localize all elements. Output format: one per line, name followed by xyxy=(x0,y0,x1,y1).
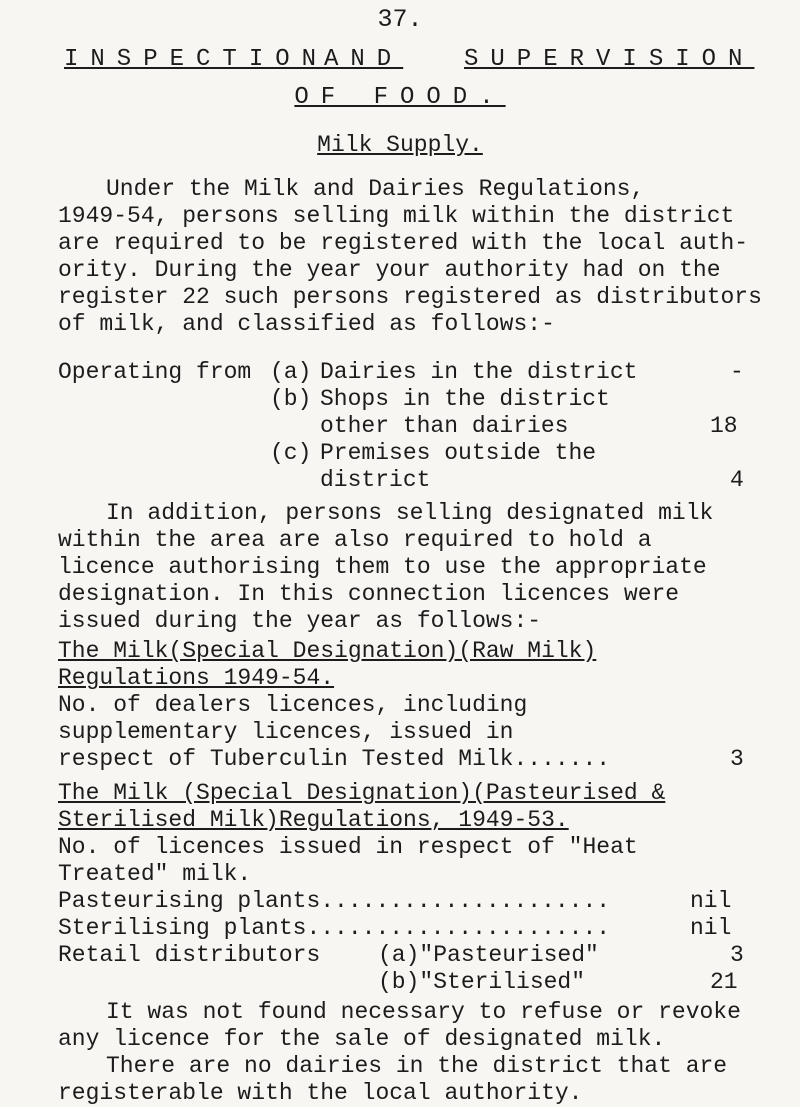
item-text: Dairies in the district xyxy=(320,359,638,385)
item-text: district xyxy=(320,467,431,493)
retail-value: 3 xyxy=(730,942,744,968)
text-line: supplementary licences, issued in xyxy=(58,719,514,745)
item-value: 4 xyxy=(730,467,744,493)
item-text: other than dairies xyxy=(320,413,569,439)
paragraph-registration xyxy=(58,176,762,338)
text-line: 1949-54, persons selling milk within the district xyxy=(58,203,735,229)
text-line: registerable with the local authority. xyxy=(58,1080,583,1106)
text-line: ority. During the year your authority had on the xyxy=(58,257,721,283)
text-line: It was not found necessary to refuse or revoke xyxy=(106,999,741,1025)
retail-item: (b)"Sterilised" xyxy=(378,969,586,995)
text-line: No. of licences issued in respect of "Heat xyxy=(58,834,638,860)
item-marker: (a) xyxy=(270,359,312,385)
operating-label: Operating from xyxy=(58,359,252,385)
item-text: Shops in the district xyxy=(320,386,610,412)
text-line: register 22 such persons registered as distributors xyxy=(58,284,762,310)
item-marker: (b) xyxy=(270,386,312,412)
item-value: 18 xyxy=(710,413,738,439)
pasteurising-plants-label: Pasteurising plants..................... xyxy=(58,888,611,914)
pasteurised-heading: The Milk (Special Designation)(Pasteurised & xyxy=(58,780,666,806)
text-line: Treated" milk. xyxy=(58,861,252,887)
text-line: No. of dealers licences, including xyxy=(58,692,528,718)
sterilising-plants-label: Sterilising plants...................... xyxy=(58,915,611,941)
paragraph-dairies xyxy=(58,1053,748,1107)
text-line: any licence for the sale of designated milk. xyxy=(58,1026,666,1052)
paragraph-revoke xyxy=(58,999,748,1053)
sterilising-plants-value: nil xyxy=(690,915,732,941)
item-marker: (c) xyxy=(270,440,312,466)
text-line: within the area are also required to hold a xyxy=(58,527,652,553)
item-text: Premises outside the xyxy=(320,440,597,466)
raw-milk-section xyxy=(58,638,748,773)
raw-milk-value: 3 xyxy=(730,746,744,772)
pasteurised-heading: Sterilised Milk)Regulations, 1949-53. xyxy=(58,807,569,833)
text-line: There are no dairies in the district that are xyxy=(106,1053,728,1079)
text-line: are required to be registered with the local auth- xyxy=(58,230,749,256)
text-line: issued during the year as follows:- xyxy=(58,608,542,634)
raw-milk-heading: Regulations 1949-54. xyxy=(58,665,335,691)
raw-milk-heading: The Milk(Special Designation)(Raw Milk) xyxy=(58,638,597,664)
retail-value: 21 xyxy=(710,969,738,995)
heading-word-1: INSPECTION xyxy=(64,46,329,73)
text-line: designation. In this connection licences were xyxy=(58,581,680,607)
section-heading-line-2: OF FOOD. xyxy=(294,84,506,111)
heading-word-3: SUPERVISION xyxy=(464,46,755,73)
page-number: 37. xyxy=(377,5,423,34)
paragraph-licences xyxy=(58,500,748,635)
subheading: Milk Supply. xyxy=(317,132,483,158)
text-line: Under the Milk and Dairies Regulations, xyxy=(106,176,645,202)
pasteurising-plants-value: nil xyxy=(690,888,732,914)
retail-label: Retail distributors xyxy=(58,942,321,968)
text-line: In addition, persons selling designated milk xyxy=(106,500,714,526)
text-line: of milk, and classified as follows:- xyxy=(58,311,555,337)
heading-word-2: AND xyxy=(324,46,404,73)
pasteurised-section xyxy=(58,780,748,996)
text-line: licence authorising them to use the appropriate xyxy=(58,554,707,580)
item-value: - xyxy=(730,359,744,385)
operating-list xyxy=(58,359,748,494)
retail-item: (a)"Pasteurised" xyxy=(378,942,599,968)
text-line: respect of Tuberculin Tested Milk....... xyxy=(58,746,611,772)
